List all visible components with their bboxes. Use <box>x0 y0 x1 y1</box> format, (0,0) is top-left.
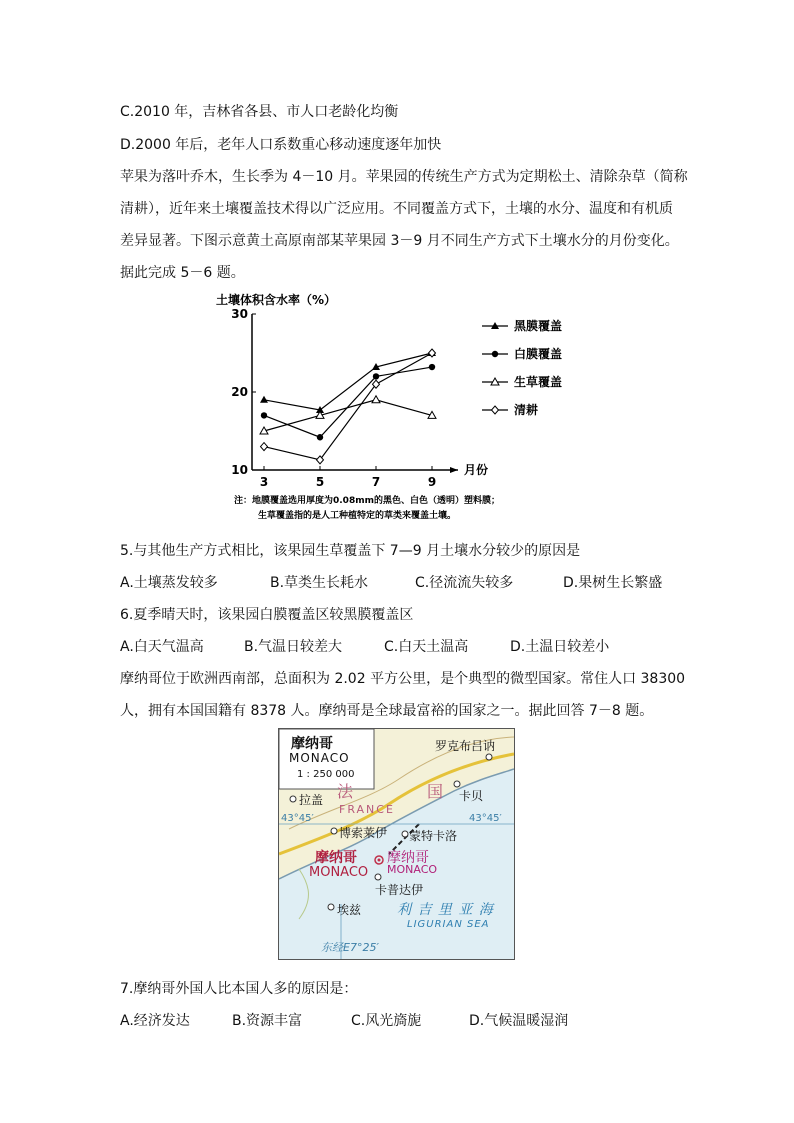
monaco-intro-1: 摩纳哥位于欧洲西南部，总面积为 2.02 平方公里，是个典型的微型国家。常住人口 38300 <box>120 671 686 687</box>
q6-stem: 6.夏季晴天时，该果园白膜覆盖区较黑膜覆盖区 <box>120 607 414 623</box>
x-tick-label: 5 <box>315 475 325 489</box>
q7-option-d[interactable]: D.气候温暖湿润 <box>469 1013 569 1029</box>
lat-right: 43°45′ <box>469 813 502 824</box>
chart-ylabel: 土壤体积含水率（%） <box>216 293 337 307</box>
legend-marker <box>492 351 498 357</box>
chart-xlabel: 月份 <box>464 463 489 477</box>
map-title-en: MONACO <box>289 751 350 765</box>
line-d: D.2000 年后，老年人口系数重心移动速度逐年加快 <box>120 137 442 153</box>
chart-note-1: 注：地膜覆盖选用厚度为0.08mm的黑色、白色（透明）塑料膜； <box>234 496 500 506</box>
data-point <box>373 373 379 379</box>
legend-label: 黑膜覆盖 <box>514 319 563 333</box>
data-point <box>317 434 323 440</box>
country-cn2: 国 <box>427 782 444 801</box>
q7-stem: 7.摩纳哥外国人比本国人多的原因是： <box>120 981 358 997</box>
monaco-label-cn2: 摩纳哥 <box>387 850 429 866</box>
y-tick-label: 30 <box>231 307 248 321</box>
q5-stem: 5.与其他生产方式相比，该果园生草覆盖下 7—9 月土壤水分较少的原因是 <box>120 543 581 559</box>
data-point <box>372 396 380 403</box>
y-tick-label: 10 <box>231 463 248 477</box>
place-cabbe: 卡贝 <box>459 789 484 803</box>
q7-option-a[interactable]: A.经济发达 <box>120 1013 190 1029</box>
data-point <box>429 364 435 370</box>
q7-option-c[interactable]: C.风光旖旎 <box>351 1013 422 1029</box>
q7-option-b[interactable]: B.资源丰富 <box>232 1013 303 1029</box>
series-line <box>264 367 432 437</box>
x-tick-label: 9 <box>427 475 437 489</box>
place-capdail: 卡普达伊 <box>375 883 424 897</box>
q6-option-b[interactable]: B.气温日较差大 <box>244 639 343 655</box>
q5-option-b[interactable]: B.草类生长耗水 <box>270 575 369 591</box>
monaco-label-cn: 摩纳哥 <box>315 850 357 866</box>
y-tick-label: 20 <box>231 385 248 399</box>
chart-note-2: 生草覆盖指的是人工种植特定的草类来覆盖土壤。 <box>258 511 457 521</box>
lon-label: 东经E7°25′ <box>321 941 379 954</box>
monaco-intro-2: 人，拥有本国国籍有 8378 人。摩纳哥是全球最富裕的国家之一。据此回答 7－8 题。 <box>120 703 654 719</box>
passage-line-4: 据此完成 5－6 题。 <box>120 265 245 281</box>
sea-en: LIGURIAN SEA <box>407 919 490 930</box>
legend-label: 清耕 <box>514 403 539 417</box>
q6-option-d[interactable]: D.土温日较差小 <box>510 639 610 655</box>
data-point <box>261 412 267 418</box>
place-eze: 埃兹 <box>337 903 362 917</box>
q5-option-d[interactable]: D.果树生长繁盛 <box>563 575 663 591</box>
series-line <box>264 353 432 410</box>
data-point <box>260 396 268 403</box>
soil-moisture-chart <box>212 288 592 524</box>
place-roquebrune: 罗克布吕讷 <box>435 739 496 753</box>
x-tick-label: 7 <box>371 475 381 489</box>
q6-option-c[interactable]: C.白天土温高 <box>384 639 469 655</box>
place-lagay: 拉盖 <box>299 793 324 807</box>
monaco-label-en2: MONACO <box>387 863 438 876</box>
country-en: FRANCE <box>339 803 395 816</box>
passage-line-1: 苹果为落叶乔木，生长季为 4－10 月。苹果园的传统生产方式为定期松土、清除杂草（简称 <box>120 169 688 185</box>
q5-option-c[interactable]: C.径流流失较多 <box>415 575 514 591</box>
place-beausoleil: 博索莱伊 <box>339 826 388 840</box>
legend-label: 白膜覆盖 <box>514 347 563 361</box>
map-title: 摩纳哥 <box>291 736 333 752</box>
lat-left: 43°45′ <box>281 813 314 824</box>
legend-marker <box>492 406 499 414</box>
map-scale: 1 : 250 000 <box>297 769 355 780</box>
q6-option-a[interactable]: A.白天气温高 <box>120 639 204 655</box>
x-tick-label: 3 <box>259 475 269 489</box>
legend-label: 生草覆盖 <box>514 375 563 389</box>
place-montecarlo: 蒙特卡洛 <box>409 829 458 843</box>
x-axis-arrow <box>450 467 458 473</box>
q5-option-a[interactable]: A.土壤蒸发较多 <box>120 575 218 591</box>
sea-cn: 利 吉 里 亚 海 <box>397 902 494 918</box>
monaco-map <box>278 728 515 960</box>
q7-options <box>120 1012 568 1030</box>
line-c: C.2010 年，吉林省各县、市人口老龄化均衡 <box>120 104 399 120</box>
monaco-label-en: MONACO <box>309 865 369 880</box>
passage-line-2: 清耕），近年来土壤覆盖技术得以广泛应用。不同覆盖方式下，土壤的水分、温度和有机质 <box>120 201 673 217</box>
country-cn: 法 <box>337 782 354 801</box>
data-point <box>261 443 268 451</box>
q5-options <box>120 574 662 592</box>
passage-line-3: 差异显著。下图示意黄土高原南部某苹果园 3－9 月不同生产方式下土壤水分的月份变化。 <box>120 233 679 249</box>
q6-options <box>120 638 609 656</box>
